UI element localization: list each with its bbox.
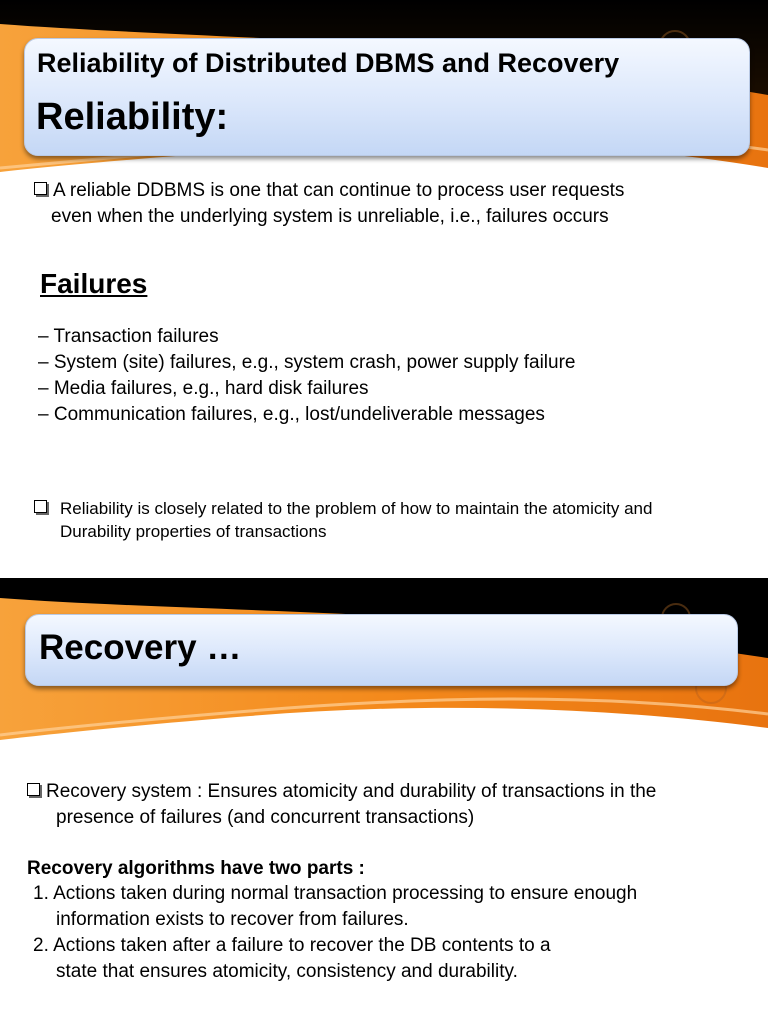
recovery-line-2: presence of failures (and concurrent transactions): [56, 807, 475, 828]
slide-recovery: [0, 578, 768, 1024]
slide-title: Recovery …: [39, 628, 242, 667]
title-box: [25, 614, 738, 686]
algorithm-parts-list: [33, 881, 637, 985]
intro-line-1: A reliable DDBMS is one that can continue to process user requests: [53, 180, 625, 201]
recovery-paragraph: [27, 779, 656, 831]
hollow-square-bullet-icon: [27, 783, 40, 796]
title-box: [24, 38, 750, 156]
recovery-line-1: Recovery system : Ensures atomicity and durability of transactions in the: [46, 781, 657, 802]
algorithms-heading: Recovery algorithms have two parts :: [27, 858, 365, 879]
slide-title: Reliability:: [36, 96, 229, 138]
slide-header-banner: [0, 578, 768, 750]
note-line-1: Reliability is closely related to the problem of how to maintain the atomicity and: [60, 499, 653, 518]
intro-paragraph: [34, 178, 624, 230]
list-item: – Communication failures, e.g., lost/undeliverable messages: [38, 404, 545, 425]
slide-subtitle: Reliability of Distributed DBMS and Recovery: [37, 48, 620, 78]
list-item-continuation: information exists to recover from failures.: [56, 909, 409, 930]
list-item-continuation: state that ensures atomicity, consistency and durability.: [56, 961, 518, 982]
note-line-2: Durability properties of transactions: [60, 522, 327, 541]
list-item: – Media failures, e.g., hard disk failures: [38, 378, 369, 399]
list-item: 2. Actions taken after a failure to recover the DB contents to a: [33, 935, 551, 956]
list-item: – System (site) failures, e.g., system crash, power supply failure: [38, 352, 576, 373]
intro-line-2: even when the underlying system is unreliable, i.e., failures occurs: [51, 206, 609, 227]
list-item: – Transaction failures: [38, 326, 219, 347]
hollow-square-bullet-icon: [34, 500, 47, 513]
note-paragraph: [34, 497, 652, 543]
slide-header-banner: [0, 0, 768, 190]
failures-heading: Failures: [40, 268, 148, 299]
failures-list: [38, 324, 575, 428]
hollow-square-bullet-icon: [34, 182, 47, 195]
list-item: 1. Actions taken during normal transaction processing to ensure enough: [33, 883, 638, 904]
